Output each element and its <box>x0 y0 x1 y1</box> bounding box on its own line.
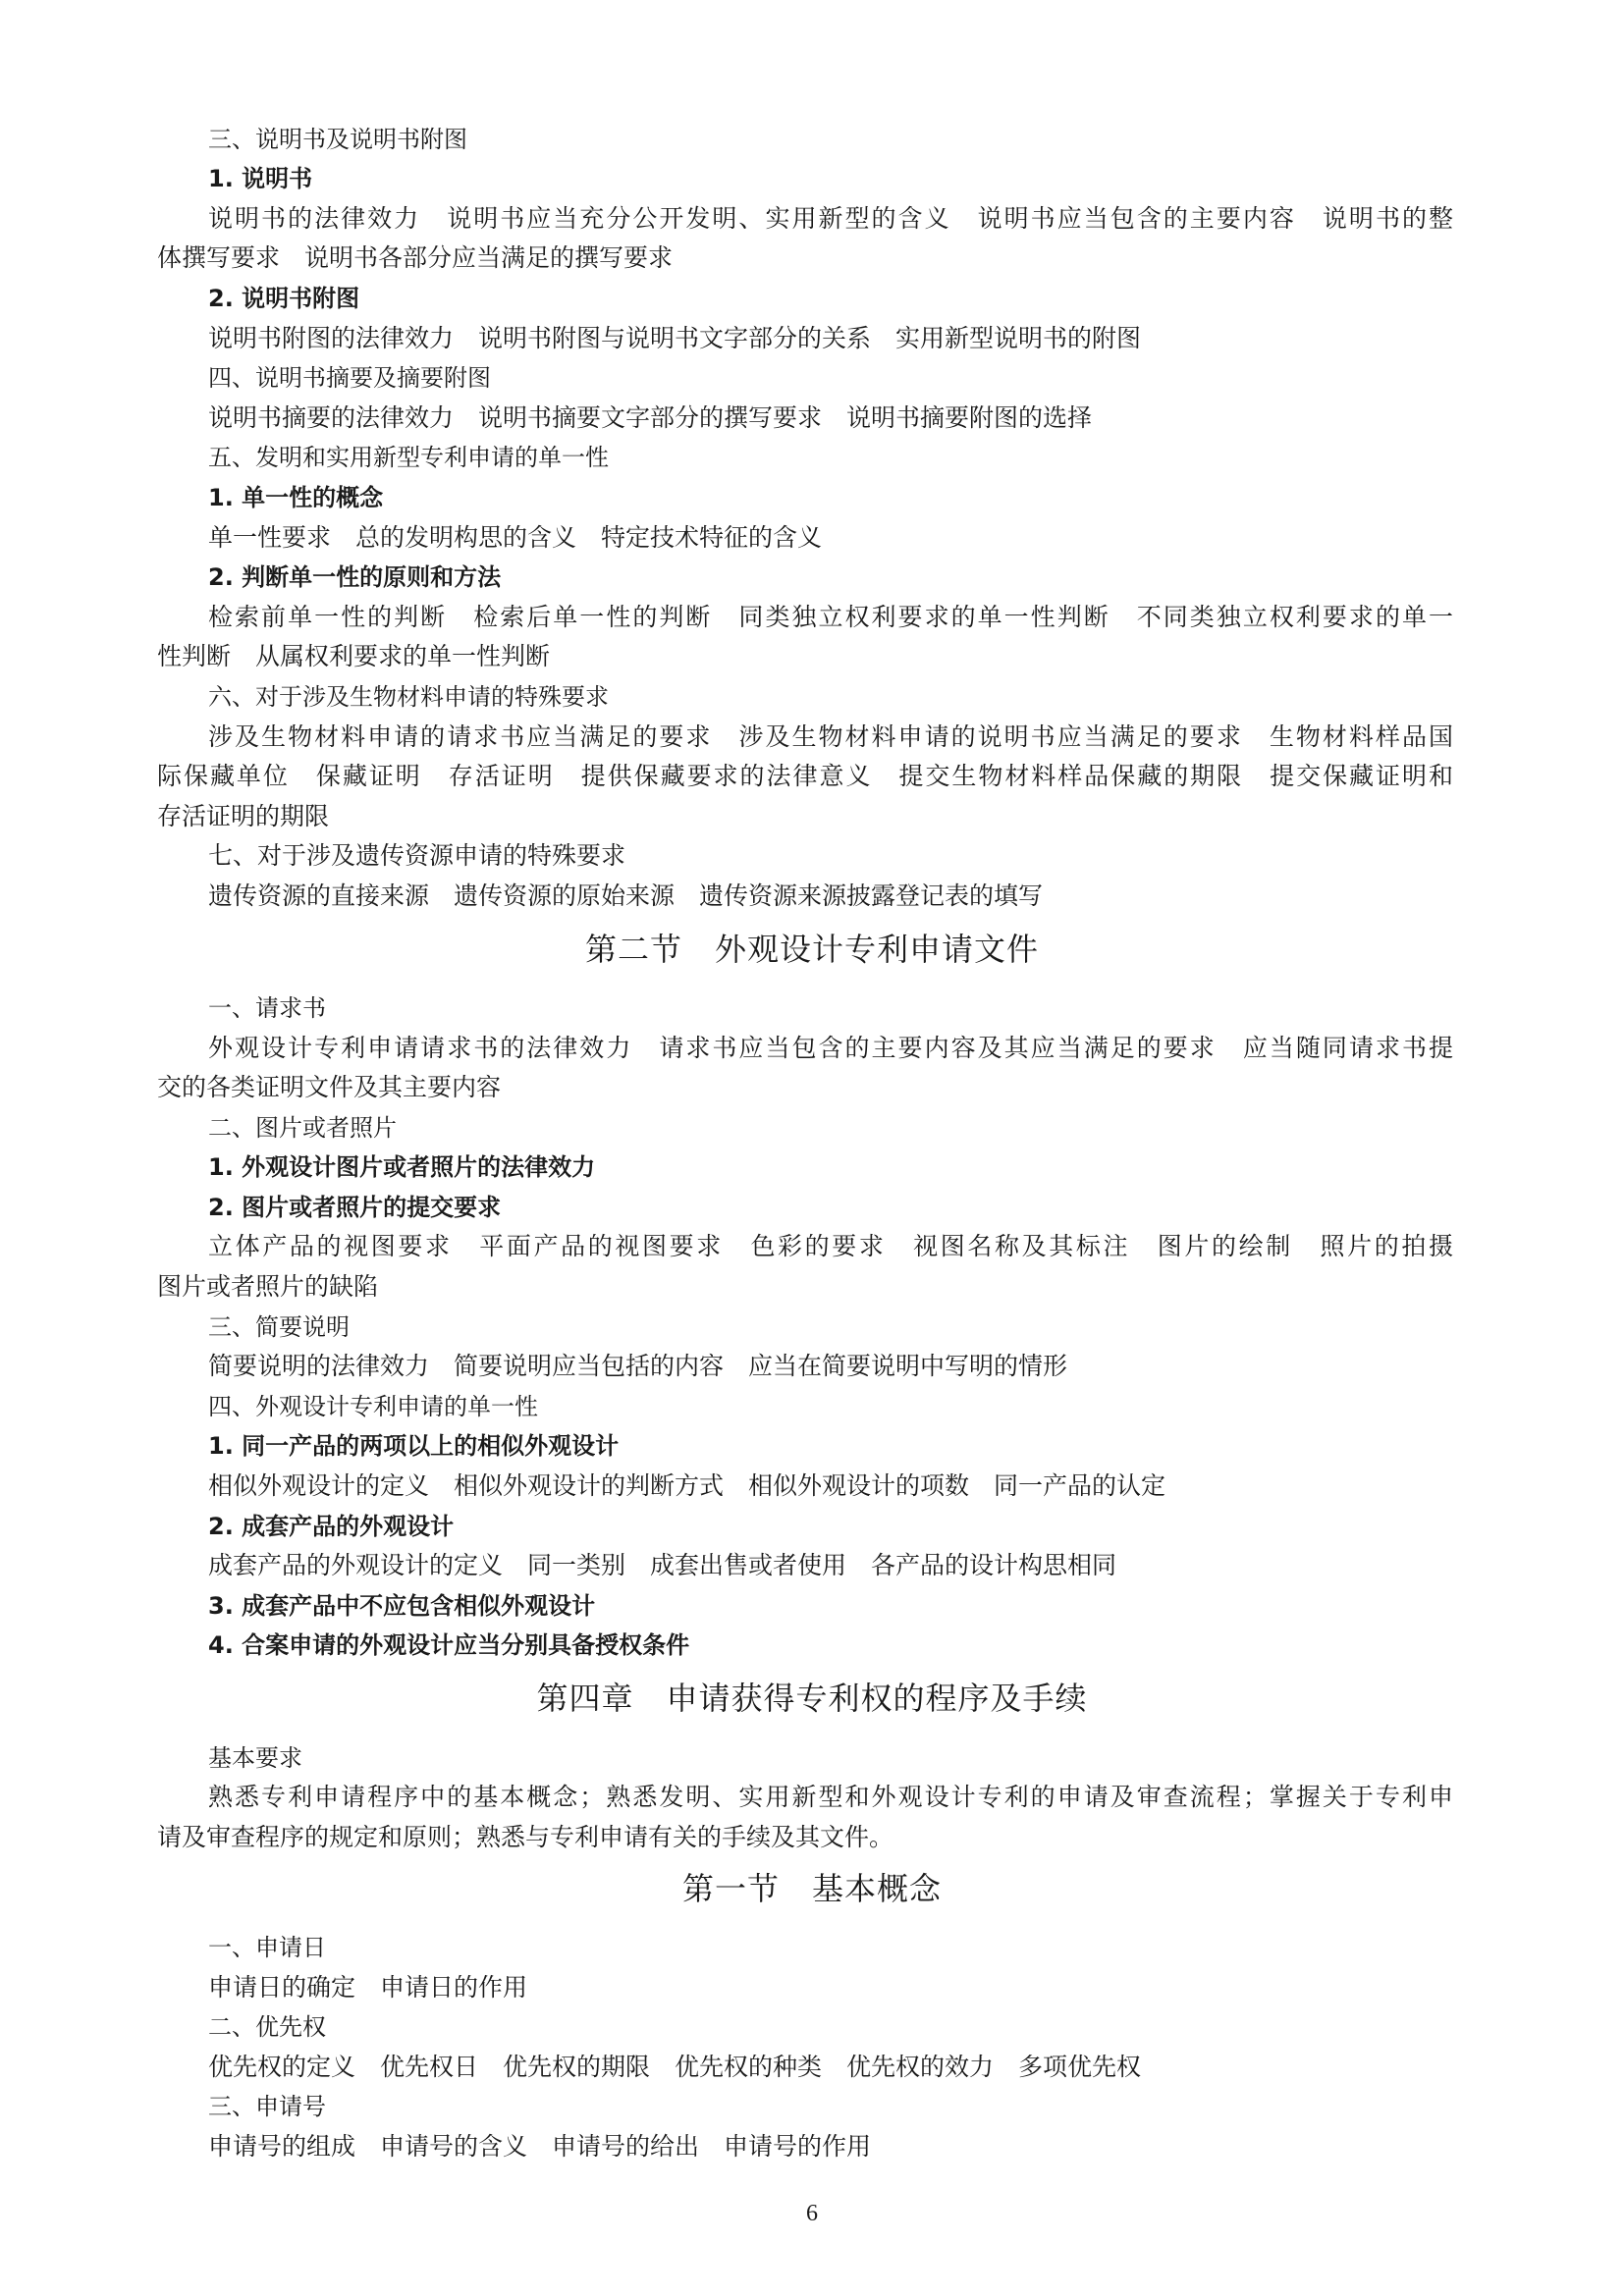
body-line-brief-explanation: 简要说明的法律效力 简要说明应当包括的内容 应当在简要说明中写明的情形 <box>208 1352 1068 1380</box>
heading-basic-requirements: 基本要求 <box>208 1744 302 1772</box>
section-heading-filing-date: 一、申请日 <box>208 1934 326 1961</box>
body-line-requirements-2: 请及审查程序的规定和原则；熟悉与专利申请有关的手续及其文件。 <box>157 1823 894 1851</box>
body-line-set-products: 成套产品的外观设计的定义 同一类别 成套出售或者使用 各产品的设计构思相同 <box>208 1551 1117 1579</box>
subheading-similar-designs: 1. 同一产品的两项以上的相似外观设计 <box>208 1432 620 1460</box>
subheading-unity-judgment: 2. 判断单一性的原则和方法 <box>208 563 502 591</box>
subheading-drawings: 2. 说明书附图 <box>208 285 360 312</box>
subheading-pictures-submission: 2. 图片或者照片的提交要求 <box>208 1194 502 1221</box>
section-heading-description-and-drawings: 三、说明书及说明书附图 <box>208 126 467 153</box>
section-title-design-application-documents: 第二节 外观设计专利申请文件 <box>584 931 1039 968</box>
section-heading-brief-explanation: 三、简要说明 <box>208 1313 350 1341</box>
body-line-application-number: 申请号的组成 申请号的含义 申请号的给出 申请号的作用 <box>208 2132 872 2161</box>
subheading-no-similar-in-set: 3. 成套产品中不应包含相似外观设计 <box>208 1592 596 1620</box>
body-line-request-2: 交的各类证明文件及其主要内容 <box>157 1073 502 1101</box>
body-line-genetic-resources: 遗传资源的直接来源 遗传资源的原始来源 遗传资源来源披露登记表的填写 <box>208 881 1044 910</box>
body-line-abstract-topics: 说明书摘要的法律效力 说明书摘要文字部分的撰写要求 说明书摘要附图的选择 <box>208 403 1093 432</box>
page-number: 6 <box>806 2201 818 2226</box>
body-line-drawings-topics: 说明书附图的法律效力 说明书附图与说明书文字部分的关系 实用新型说明书的附图 <box>208 324 1142 352</box>
section-heading-genetic-resources: 七、对于涉及遗传资源申请的特殊要求 <box>208 841 626 870</box>
body-line-request-1: 外观设计专利申请请求书的法律效力 请求书应当包含的主要内容及其应当满足的要求 应当随同请求书提 <box>208 1034 1453 1062</box>
body-line-biological-material-1: 涉及生物材料申请的请求书应当满足的要求 涉及生物材料申请的说明书应当满足的要求 生物材料样品国 <box>208 722 1453 751</box>
subheading-description: 1. 说明书 <box>208 165 313 192</box>
body-line-pictures-1: 立体产品的视图要求 平面产品的视图要求 色彩的要求 视图名称及其标注 图片的绘制 照片的拍摄 <box>208 1232 1453 1260</box>
body-line-description-topics-2: 体撰写要求 说明书各部分应当满足的撰写要求 <box>157 243 674 272</box>
body-line-pictures-2: 图片或者照片的缺陷 <box>157 1272 379 1301</box>
body-line-requirements-1: 熟悉专利申请程序中的基本概念；熟悉发明、实用新型和外观设计专利的申请及审查流程；掌握关于专利申 <box>208 1783 1453 1811</box>
section-heading-abstract: 四、说明书摘要及摘要附图 <box>208 364 491 392</box>
body-line-unity-judgment-1: 检索前单一性的判断 检索后单一性的判断 同类独立权利要求的单一性判断 不同类独立权利要求的单一 <box>208 603 1453 631</box>
body-line-similar-designs: 相似外观设计的定义 相似外观设计的判断方式 相似外观设计的项数 同一产品的认定 <box>208 1471 1166 1500</box>
subheading-set-products: 2. 成套产品的外观设计 <box>208 1513 455 1540</box>
body-line-unity-concept-topics: 单一性要求 总的发明构思的含义 特定技术特征的含义 <box>208 523 823 552</box>
section-heading-biological-material: 六、对于涉及生物材料申请的特殊要求 <box>208 683 609 711</box>
body-line-biological-material-3: 存活证明的期限 <box>157 802 330 830</box>
subheading-unity-concept: 1. 单一性的概念 <box>208 484 384 511</box>
body-line-filing-date: 申请日的确定 申请日的作用 <box>208 1973 528 2002</box>
section-title-basic-concepts: 第一节 基本概念 <box>681 1870 942 1907</box>
body-line-priority: 优先权的定义 优先权日 优先权的期限 优先权的种类 优先权的效力 多项优先权 <box>208 2053 1142 2081</box>
section-heading-request: 一、请求书 <box>208 994 326 1022</box>
chapter-title-patent-procedure: 第四章 申请获得专利权的程序及手续 <box>536 1680 1088 1717</box>
subheading-pictures-legal-effect: 1. 外观设计图片或者照片的法律效力 <box>208 1153 596 1181</box>
body-line-biological-material-2: 际保藏单位 保藏证明 存活证明 提供保藏要求的法律意义 提交生物材料样品保藏的期限 提交保藏证明和 <box>157 762 1453 790</box>
body-line-unity-judgment-2: 性判断 从属权利要求的单一性判断 <box>157 642 551 670</box>
section-heading-priority: 二、优先权 <box>208 2013 326 2041</box>
section-heading-application-number: 三、申请号 <box>208 2093 326 2120</box>
section-heading-pictures-photos: 二、图片或者照片 <box>208 1114 397 1142</box>
body-line-description-topics-1: 说明书的法律效力 说明书应当充分公开发明、实用新型的含义 说明书应当包含的主要内容 说明书的整 <box>208 204 1453 233</box>
section-heading-design-unity: 四、外观设计专利申请的单一性 <box>208 1393 538 1420</box>
section-heading-unity: 五、发明和实用新型专利申请的单一性 <box>208 444 609 471</box>
subheading-combined-application: 4. 合案申请的外观设计应当分别具备授权条件 <box>208 1631 690 1659</box>
